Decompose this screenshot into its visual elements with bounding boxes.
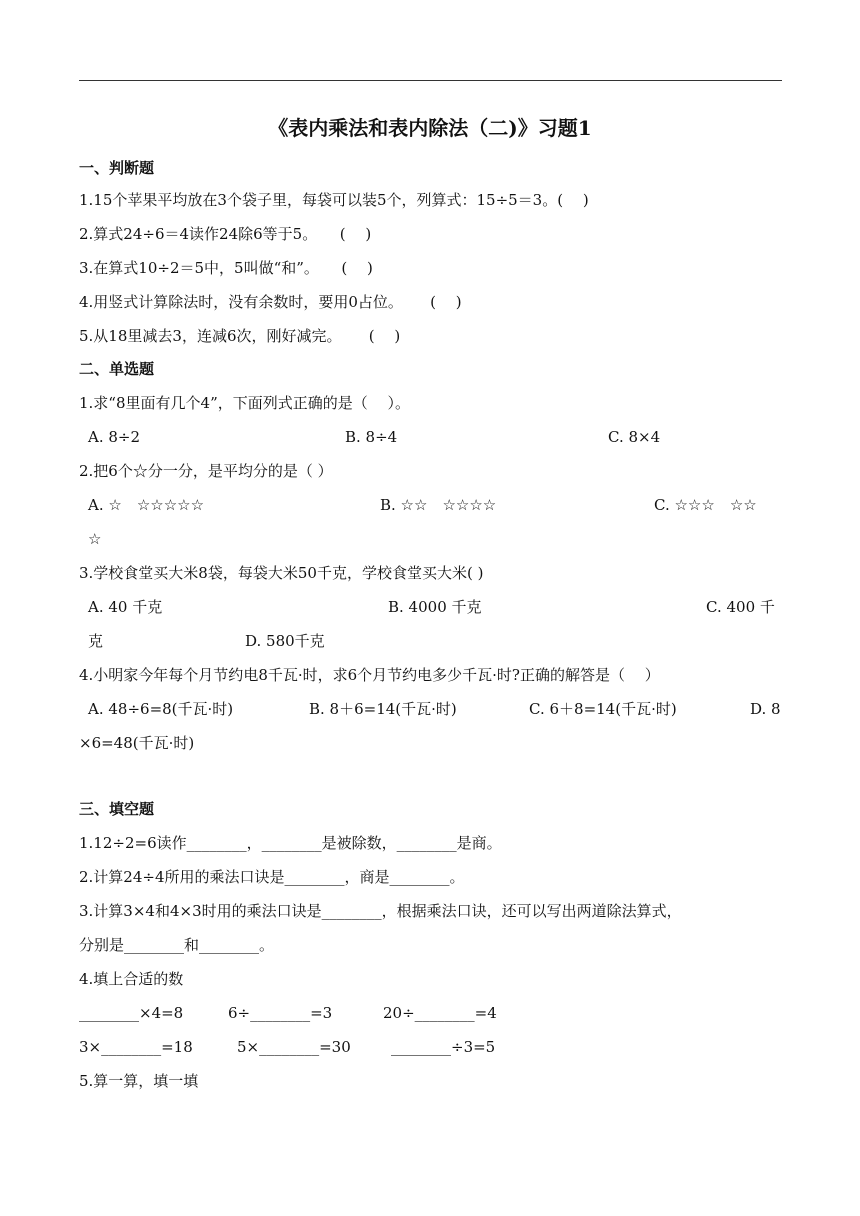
choice-q3-option-c-wrap: 克	[88, 632, 104, 650]
fill-blank-expression: 3×________=18	[79, 1038, 193, 1056]
choice-q2-option-c-wrap: ☆	[88, 530, 102, 548]
fill-blank-expression: 5×________=30	[237, 1038, 351, 1056]
judgement-item-1: 1.15个苹果平均放在3个袋子里，每袋可以装5个，列算式：15÷5＝3。( )	[79, 191, 589, 209]
fill-blank-expression: ________×4=8	[79, 1004, 184, 1022]
judgement-item-4: 4.用竖式计算除法时，没有余数时，要用0占位。 ( )	[79, 293, 462, 311]
choice-q1-option-c: C. 8×4	[608, 428, 661, 446]
choice-q1-option-a: A. 8÷2	[88, 428, 141, 446]
fill-item-1: 1.12÷2=6读作________，________是被除数，________是商。	[79, 834, 502, 852]
choice-q4-option-a: A. 48÷6=8(千瓦·时)	[88, 700, 234, 718]
choice-q2-option-b: B. ☆☆ ☆☆☆☆	[380, 496, 497, 514]
page-title: 《表内乘法和表内除法（二)》习题1	[268, 116, 592, 140]
fill-item-5: 5.算一算，填一填	[79, 1072, 199, 1090]
fill-blank-expression: ________÷3=5	[391, 1038, 496, 1056]
judgement-item-5: 5.从18里减去3，连减6次，刚好减完。 ( )	[79, 327, 401, 345]
choice-q3-option-a: A. 40 千克	[88, 598, 163, 616]
choice-q2-option-c: C. ☆☆☆ ☆☆	[654, 496, 757, 514]
fill-blank-expression: 20÷________=4	[383, 1004, 497, 1022]
choice-q4-option-b: B. 8＋6=14(千瓦·时)	[309, 700, 457, 718]
fill-item-3-wrap: 分别是________和________。	[79, 936, 275, 954]
choice-q4-stem: 4.小明家今年每个月节约电8千瓦·时，求6个月节约电多少千瓦·时?正确的解答是（ ）	[79, 666, 660, 684]
choice-q3-option-c: C. 400 千	[706, 598, 775, 616]
choice-q2-option-a: A. ☆ ☆☆☆☆☆	[88, 496, 205, 514]
choice-q2-stem: 2.把6个☆分一分，是平均分的是（ ）	[79, 462, 333, 480]
fill-item-4: 4.填上合适的数	[79, 970, 184, 988]
choice-q4-option-d-wrap: ×6=48(千瓦·时)	[79, 734, 195, 752]
section-heading-judgement: 一、判断题	[79, 159, 155, 177]
section-heading-fill-blank: 三、填空题	[79, 800, 155, 818]
judgement-item-2: 2.算式24÷6＝4读作24除6等于5。 ( )	[79, 225, 372, 243]
fill-blank-expression: 6÷________=3	[228, 1004, 333, 1022]
choice-q4-option-d: D. 8	[750, 700, 781, 718]
fill-item-3: 3.计算3×4和4×3时用的乘法口诀是________，根据乘法口诀，还可以写出两道除法算式，	[79, 902, 682, 920]
choice-q3-option-d: D. 580千克	[245, 632, 325, 650]
choice-q3-stem: 3.学校食堂买大米8袋，每袋大米50千克，学校食堂买大米( )	[79, 564, 484, 582]
choice-q4-option-c: C. 6＋8=14(千瓦·时)	[529, 700, 677, 718]
fill-item-2: 2.计算24÷4所用的乘法口诀是________，商是________。	[79, 868, 465, 886]
section-heading-single-choice: 二、单选题	[79, 360, 155, 378]
judgement-item-3: 3.在算式10÷2＝5中，5叫做“和”。 ( )	[79, 259, 373, 277]
choice-q1-option-b: B. 8÷4	[345, 428, 398, 446]
choice-q1-stem: 1.求“8里面有几个4”，下面列式正确的是（ ）。	[79, 394, 411, 412]
header-rule	[79, 80, 782, 81]
choice-q3-option-b: B. 4000 千克	[388, 598, 482, 616]
